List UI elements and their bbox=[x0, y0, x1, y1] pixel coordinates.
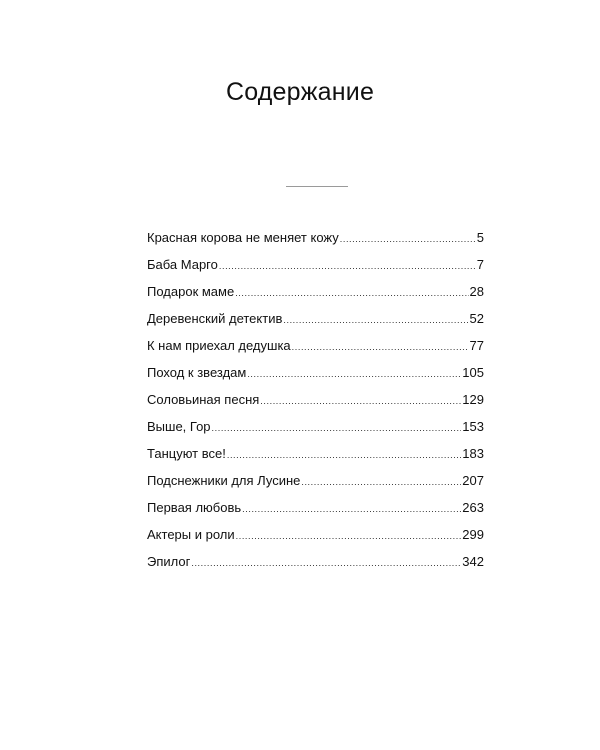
toc-entry-title: К нам приехал дедушка bbox=[147, 338, 291, 353]
toc-entry-title: Деревенский детектив bbox=[147, 311, 283, 326]
toc-entry[interactable] bbox=[147, 548, 484, 575]
toc-leader-dots bbox=[212, 415, 462, 442]
toc-entry-title: Красная корова не меняет кожу bbox=[147, 230, 339, 245]
toc-entry-page: 207 bbox=[462, 473, 484, 488]
toc-leader-dots bbox=[247, 361, 461, 388]
toc-leader-dots bbox=[292, 334, 469, 361]
toc-entry[interactable] bbox=[147, 224, 484, 251]
toc-entry-title: Поход к звездам bbox=[147, 365, 247, 380]
toc-entry-page: 52 bbox=[469, 311, 484, 326]
toc-entry[interactable] bbox=[147, 494, 484, 521]
toc-entry-title: Эпилог bbox=[147, 554, 191, 569]
toc-entry-title: Танцуют все! bbox=[147, 446, 226, 461]
toc-entry-page: 77 bbox=[469, 338, 484, 353]
toc-entry-page: 105 bbox=[462, 365, 484, 380]
toc-entry-page: 263 bbox=[462, 500, 484, 515]
toc-entry-title: Выше, Гор bbox=[147, 419, 211, 434]
toc-entry-page: 342 bbox=[462, 554, 484, 569]
toc-leader-dots bbox=[191, 550, 461, 577]
toc-leader-dots bbox=[235, 280, 468, 307]
toc-leader-dots bbox=[227, 442, 461, 469]
toc-leader-dots bbox=[301, 469, 461, 496]
toc-leader-dots bbox=[236, 523, 462, 550]
toc-entry-page: 28 bbox=[469, 284, 484, 299]
toc-leader-dots bbox=[260, 388, 461, 415]
toc-leader-dots bbox=[219, 253, 476, 280]
toc-entry-page: 183 bbox=[462, 446, 484, 461]
toc-entry[interactable] bbox=[147, 467, 484, 494]
title-divider bbox=[286, 186, 348, 187]
toc-entry-title: Первая любовь bbox=[147, 500, 242, 515]
toc-entry[interactable] bbox=[147, 251, 484, 278]
toc-leader-dots bbox=[242, 496, 461, 523]
toc-entry-title: Соловьиная песня bbox=[147, 392, 260, 407]
toc-entry[interactable] bbox=[147, 521, 484, 548]
toc-entry-title: Актеры и роли bbox=[147, 527, 235, 542]
toc-entry[interactable] bbox=[147, 413, 484, 440]
toc-entry[interactable] bbox=[147, 359, 484, 386]
page-title: Содержание bbox=[225, 78, 375, 106]
toc-entry-page: 299 bbox=[462, 527, 484, 542]
toc-entry[interactable] bbox=[147, 305, 484, 332]
toc-entry-title: Подарок маме bbox=[147, 284, 235, 299]
toc-entry[interactable] bbox=[147, 440, 484, 467]
toc-leader-dots bbox=[340, 226, 476, 253]
toc-entry-page: 153 bbox=[462, 419, 484, 434]
toc-entry-title: Баба Марго bbox=[147, 257, 218, 272]
table-of-contents bbox=[147, 224, 484, 575]
toc-entry[interactable] bbox=[147, 386, 484, 413]
toc-entry[interactable] bbox=[147, 278, 484, 305]
toc-entry-title: Подснежники для Лусине bbox=[147, 473, 301, 488]
toc-entry[interactable] bbox=[147, 332, 484, 359]
toc-entry-page: 7 bbox=[476, 257, 484, 272]
toc-leader-dots bbox=[283, 307, 468, 334]
toc-entry-page: 5 bbox=[476, 230, 484, 245]
toc-entry-page: 129 bbox=[462, 392, 484, 407]
